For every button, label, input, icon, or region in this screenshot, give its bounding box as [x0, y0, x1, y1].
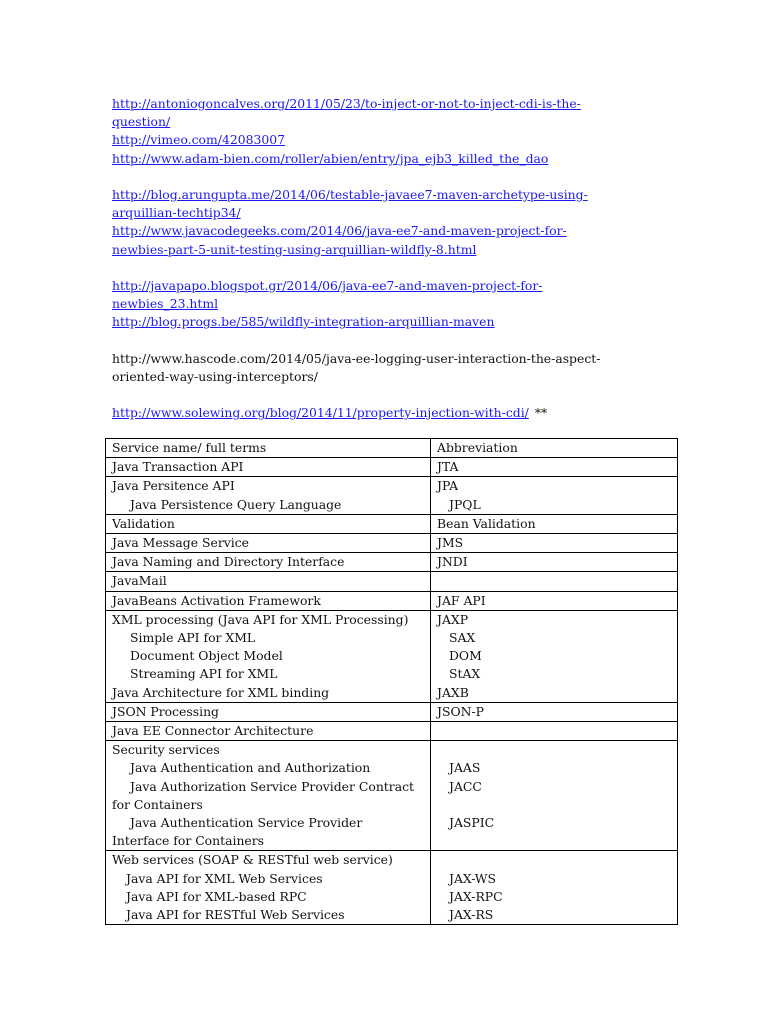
table-row — [106, 458, 678, 477]
service-sub-name: Java API for XML-based RPC — [126, 888, 307, 904]
service-abbr-blank — [437, 741, 671, 759]
service-sub-abbr: DOM — [449, 648, 482, 664]
table-header-row — [106, 439, 678, 458]
table-row — [106, 477, 678, 514]
service-sub-abbr: JACC — [449, 778, 482, 794]
service-sub-name-cont: Interface for Containers — [112, 833, 265, 849]
service-abbr: JSON-P — [431, 702, 678, 721]
service-name: JavaMail — [106, 572, 431, 591]
service-abbr-cell — [431, 851, 678, 925]
table-row — [106, 741, 678, 851]
header-abbreviation: Abbreviation — [431, 439, 678, 458]
service-name: XML processing (Java API for XML Processing) — [112, 611, 409, 627]
service-sub-name: Simple API for XML — [130, 630, 256, 646]
link-antoniogoncalves[interactable]: http://antoniogoncalves.org/2011/05/23/to-inject-or-not-to-inject-cdi-is-the- — [112, 96, 581, 111]
service-abbr-blank — [437, 796, 671, 814]
service-name: Java EE Connector Architecture — [106, 722, 431, 741]
header-service-name: Service name/ full terms — [106, 439, 431, 458]
service-sub-abbr: JAX-RS — [449, 907, 494, 923]
link-javapapo-cont[interactable]: newbies_23.html — [112, 296, 219, 312]
service-abbr: JNDI — [431, 553, 678, 572]
service-sub-name: Java API for RESTful Web Services — [126, 907, 345, 923]
service-name: Validation — [106, 514, 431, 533]
service-sub-name: Java Authentication Service Provider — [130, 815, 363, 831]
table-row — [106, 722, 678, 741]
table-row — [106, 610, 678, 702]
table-row — [106, 572, 678, 591]
link-solewing[interactable]: http://www.solewing.org/blog/2014/11/property-injection-with-cdi/ — [112, 405, 529, 421]
link-javacodegeeks[interactable]: http://www.javacodegeeks.com/2014/06/java-ee7-and-maven-project-for- — [112, 223, 567, 239]
table-row — [106, 553, 678, 572]
link-antoniogoncalves-cont[interactable]: question/ — [112, 114, 171, 130]
link-progs[interactable]: http://blog.progs.be/585/wildfly-integration-arquillian-maven — [112, 314, 495, 330]
service-sub-abbr: JPQL — [449, 496, 481, 512]
service-sub-abbr: JASPIC — [449, 815, 495, 831]
service-name: JavaBeans Activation Framework — [106, 591, 431, 610]
note-asterisks: ** — [534, 405, 548, 421]
plain-url-hascode: http://www.hascode.com/2014/05/java-ee-logging-user-interaction-the-aspect- — [112, 350, 601, 366]
service-abbr — [431, 722, 678, 741]
service-abbr-blank — [437, 851, 671, 869]
service-name-cell — [106, 851, 431, 925]
link-adam-bien[interactable]: http://www.adam-bien.com/roller/abien/entry/jpa_ejb3_killed_the_dao — [112, 150, 549, 166]
link-arungupta-cont[interactable]: arquillian-techtip34/ — [112, 205, 241, 221]
service-abbr: JAF API — [431, 591, 678, 610]
table-row — [106, 851, 678, 925]
service-name: Java Persitence API — [112, 478, 235, 494]
service-abbr: Bean Validation — [431, 514, 678, 533]
service-name: Web services (SOAP & RESTful web service) — [112, 852, 393, 868]
plain-url-hascode-cont: oriented-way-using-interceptors/ — [112, 369, 318, 384]
service-sub-name: Streaming API for XML — [130, 666, 278, 682]
link-javacodegeeks-cont[interactable]: newbies-part-5-unit-testing-using-arquillian-wildfly-8.html — [112, 241, 477, 257]
service-sub-name: Java Architecture for XML binding — [112, 684, 330, 700]
link-list — [112, 95, 712, 423]
link-vimeo[interactable]: http://vimeo.com/42083007 — [112, 132, 286, 148]
service-name-cell — [106, 741, 431, 851]
service-abbr: JMS — [431, 534, 678, 553]
service-abbr-cell — [431, 477, 678, 514]
service-name: Java Transaction API — [106, 458, 431, 477]
service-sub-abbr: JAX-RPC — [449, 888, 503, 904]
service-sub-name: Document Object Model — [130, 648, 283, 664]
service-sub-abbr: SAX — [449, 630, 476, 646]
link-arungupta[interactable]: http://blog.arungupta.me/2014/06/testable-javaee7-maven-archetype-using- — [112, 187, 588, 202]
table-row — [106, 534, 678, 553]
service-sub-name: Java Persistence Query Language — [130, 496, 342, 512]
service-name: Java Naming and Directory Interface — [106, 553, 431, 572]
service-sub-abbr: JAXB — [437, 684, 469, 700]
service-abbr: JPA — [437, 478, 459, 494]
service-sub-name: Java Authorization Service Provider Contract — [130, 778, 415, 794]
service-abbr-cell — [431, 610, 678, 702]
table-row — [106, 591, 678, 610]
service-name: JSON Processing — [106, 702, 431, 721]
service-sub-abbr: JAX-WS — [449, 870, 497, 886]
service-sub-name: Java Authentication and Authorization — [130, 760, 371, 776]
table-row — [106, 514, 678, 533]
service-abbr — [431, 572, 678, 591]
service-name-cell — [106, 610, 431, 702]
service-sub-abbr: StAX — [449, 666, 481, 682]
service-sub-name: Java API for XML Web Services — [126, 870, 323, 886]
service-abbr: JAXP — [437, 611, 469, 627]
link-javapapo[interactable]: http://javapapo.blogspot.gr/2014/06/java-ee7-and-maven-project-for- — [112, 278, 543, 293]
service-name: Java Message Service — [106, 534, 431, 553]
service-name-cell — [106, 477, 431, 514]
table-row — [106, 702, 678, 721]
service-sub-abbr: JAAS — [449, 760, 481, 776]
service-name: Security services — [112, 742, 220, 758]
service-abbr-cell — [431, 741, 678, 851]
service-sub-name-cont: for Containers — [112, 796, 203, 812]
service-abbr: JTA — [431, 458, 678, 477]
services-table — [105, 438, 678, 925]
